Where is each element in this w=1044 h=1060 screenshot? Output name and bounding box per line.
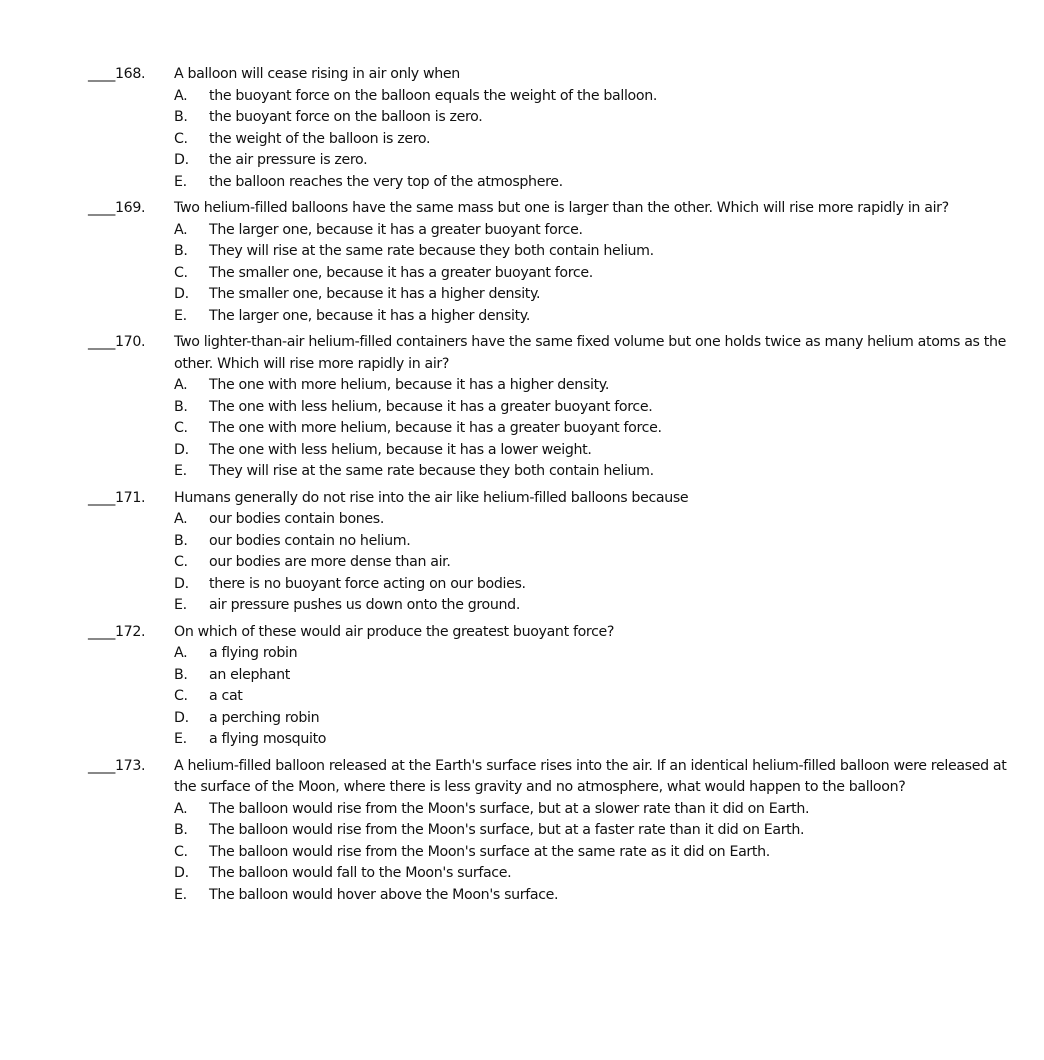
choice-e: E. The balloon would hover above the Moon's surface. [174, 886, 559, 903]
choice-a: A. a flying robin [174, 645, 298, 661]
answer-blank: ____171. [88, 489, 146, 506]
choice-c: C. the weight of the balloon is zero. [174, 130, 431, 147]
question-stem: On which of these would air produce the greatest buoyant force? [174, 623, 615, 640]
choice-b: B. They will rise at the same rate because they both contain helium. [174, 243, 654, 259]
choice-b: B. the buoyant force on the balloon is zero. [174, 109, 483, 125]
choice-e: E. The larger one, because it has a higher density. [174, 307, 530, 324]
choice-c: C. The smaller one, because it has a greater buoyant force. [174, 264, 593, 281]
choice-a: A. the buoyant force on the balloon equals the weight of the balloon. [174, 87, 658, 104]
question-171 [88, 488, 1018, 617]
choice-list [174, 86, 1018, 194]
question-sheet [88, 64, 1018, 911]
choice-b: B. The one with less helium, because it has a greater buoyant force. [174, 398, 653, 415]
choice-e: E. the balloon reaches the very top of the atmosphere. [174, 173, 563, 190]
choice-e: E. They will rise at the same rate because they both contain helium. [174, 463, 654, 479]
answer-blank: ____170. [88, 334, 146, 350]
choice-a: A. our bodies contain bones. [174, 511, 385, 527]
choice-b: B. our bodies contain no helium. [174, 532, 411, 549]
question-stem: A helium-filled balloon released at the Earth's surface rises into the air. If an identical helium-filled balloon were released at the surface of the Moon, where there is less gravity and no atmosphere, what would happen to the balloon? [174, 757, 1007, 795]
question-stem: Two helium-filled balloons have the same mass but one is larger than the other. Which will rise more rapidly in air? [174, 200, 949, 216]
choice-list [174, 375, 1018, 483]
question-stem: Two lighter-than-air helium-filled containers have the same fixed volume but one holds twice as many helium atoms as the other. Which will rise more rapidly in air? [174, 334, 1006, 372]
choice-d: D. The balloon would fall to the Moon's surface. [174, 865, 512, 881]
choice-list [174, 509, 1018, 617]
answer-blank: ____169. [88, 200, 146, 216]
choice-list [174, 220, 1018, 328]
choice-e: E. a flying mosquito [174, 731, 327, 747]
choice-list [174, 799, 1018, 907]
question-173 [88, 756, 1018, 907]
answer-blank: ____168. [88, 66, 146, 82]
choice-b: B. The balloon would rise from the Moon's surface, but at a faster rate than it did on Earth. [174, 822, 805, 838]
choice-b: B. an elephant [174, 666, 290, 683]
question-stem: Humans generally do not rise into the air like helium-filled balloons because [174, 489, 689, 506]
question-168 [88, 64, 1018, 193]
choice-a: A. The balloon would rise from the Moon's surface, but at a slower rate than it did on Earth. [174, 800, 810, 817]
choice-d: D. there is no buoyant force acting on our bodies. [174, 575, 526, 592]
answer-blank: ____173. [88, 757, 146, 774]
question-stem: A balloon will cease rising in air only when [174, 66, 460, 82]
choice-c: C. The one with more helium, because it has a greater buoyant force. [174, 420, 662, 436]
choice-d: D. a perching robin [174, 709, 320, 726]
choice-c: C. our bodies are more dense than air. [174, 554, 451, 570]
question-169 [88, 198, 1018, 327]
choice-list [174, 643, 1018, 751]
choice-d: D. The one with less helium, because it has a lower weight. [174, 441, 592, 458]
answer-blank: ____172. [88, 623, 146, 640]
choice-c: C. The balloon would rise from the Moon's surface at the same rate as it did on Earth. [174, 843, 770, 860]
question-170 [88, 332, 1018, 483]
choice-d: D. the air pressure is zero. [174, 152, 368, 168]
choice-e: E. air pressure pushes us down onto the ground. [174, 597, 520, 613]
choice-a: A. The one with more helium, because it has a higher density. [174, 377, 609, 393]
question-172 [88, 622, 1018, 751]
choice-c: C. a cat [174, 688, 243, 704]
choice-a: A. The larger one, because it has a greater buoyant force. [174, 221, 583, 238]
choice-d: D. The smaller one, because it has a higher density. [174, 286, 541, 302]
